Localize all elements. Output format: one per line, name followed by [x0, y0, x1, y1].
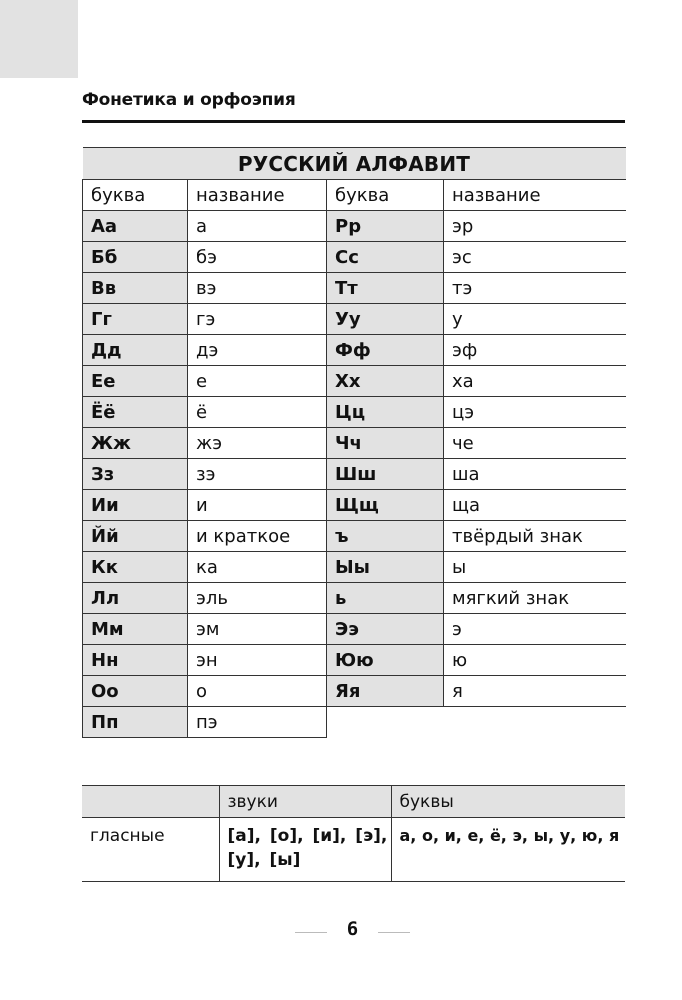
header-name: название	[188, 180, 327, 211]
letter-cell: Дд	[83, 335, 188, 366]
alphabet-header-row	[83, 180, 626, 211]
letter-cell: Ее	[83, 366, 188, 397]
alphabet-title: РУССКИЙ АЛФАВИТ	[83, 148, 626, 180]
letter-name-cell: я	[444, 676, 626, 707]
letter-name-cell: жэ	[188, 428, 327, 459]
letter-name-cell: мягкий знак	[444, 583, 626, 614]
alphabet-row	[83, 273, 626, 304]
header-sounds: звуки	[219, 786, 391, 818]
letter-cell: Чч	[327, 428, 444, 459]
alphabet-row	[83, 707, 626, 738]
alphabet-row	[83, 397, 626, 428]
alphabet-row	[83, 676, 626, 707]
section-title: Фонетика и орфоэпия	[82, 90, 296, 110]
letter-cell: Хх	[327, 366, 444, 397]
letter-cell: Йй	[83, 521, 188, 552]
page-footer	[295, 916, 410, 946]
letter-cell: Гг	[83, 304, 188, 335]
header-name: название	[444, 180, 626, 211]
letter-cell: Лл	[83, 583, 188, 614]
alphabet-row	[83, 521, 626, 552]
letter-cell: Ии	[83, 490, 188, 521]
letter-cell: Жж	[83, 428, 188, 459]
letter-cell: Рр	[327, 211, 444, 242]
letter-cell: Нн	[83, 645, 188, 676]
letter-cell: Сс	[327, 242, 444, 273]
alphabet-table	[82, 147, 626, 738]
letter-name-cell: тэ	[444, 273, 626, 304]
letter-name-cell: пэ	[188, 707, 327, 738]
letter-name-cell: и	[188, 490, 327, 521]
letter-name-cell: ша	[444, 459, 626, 490]
letter-cell: Ёё	[83, 397, 188, 428]
letter-cell: Бб	[83, 242, 188, 273]
alphabet-row	[83, 583, 626, 614]
letter-cell: Юю	[327, 645, 444, 676]
letter-name-cell: че	[444, 428, 626, 459]
empty-cell	[327, 707, 626, 738]
alphabet-row	[83, 428, 626, 459]
letter-cell: Щщ	[327, 490, 444, 521]
letter-name-cell: эс	[444, 242, 626, 273]
alphabet-row	[83, 304, 626, 335]
letter-cell: Тт	[327, 273, 444, 304]
letter-name-cell: и краткое	[188, 521, 327, 552]
letter-name-cell: ща	[444, 490, 626, 521]
letter-cell: Ыы	[327, 552, 444, 583]
alphabet-row	[83, 614, 626, 645]
alphabet-row	[83, 242, 626, 273]
letter-name-cell: эль	[188, 583, 327, 614]
letter-name-cell: эм	[188, 614, 327, 645]
alphabet-row	[83, 335, 626, 366]
letter-name-cell: твёрдый знак	[444, 521, 626, 552]
sounds-header-empty	[82, 786, 219, 818]
letter-cell: Цц	[327, 397, 444, 428]
vowel-sounds: [а], [о], [и], [э], [у], [ы]	[219, 818, 391, 882]
letter-name-cell: у	[444, 304, 626, 335]
letter-name-cell: эн	[188, 645, 327, 676]
letter-cell: Шш	[327, 459, 444, 490]
letter-cell: Уу	[327, 304, 444, 335]
alphabet-row	[83, 490, 626, 521]
letter-name-cell: эр	[444, 211, 626, 242]
sounds-table	[82, 785, 625, 882]
letter-cell: Зз	[83, 459, 188, 490]
letter-name-cell: о	[188, 676, 327, 707]
letter-cell: Пп	[83, 707, 188, 738]
alphabet-row	[83, 366, 626, 397]
letter-cell: Оо	[83, 676, 188, 707]
header-letters: буквы	[391, 786, 625, 818]
letter-name-cell: эф	[444, 335, 626, 366]
letter-cell: Вв	[83, 273, 188, 304]
letter-name-cell: е	[188, 366, 327, 397]
letter-name-cell: цэ	[444, 397, 626, 428]
title-rule	[82, 120, 625, 123]
letter-cell: Ээ	[327, 614, 444, 645]
sounds-header-row	[82, 786, 625, 818]
letter-cell: Аа	[83, 211, 188, 242]
corner-tab	[0, 0, 78, 78]
vowels-row	[82, 818, 625, 882]
letter-cell: ъ	[327, 521, 444, 552]
letter-name-cell: зэ	[188, 459, 327, 490]
alphabet-row	[83, 552, 626, 583]
letter-cell: Фф	[327, 335, 444, 366]
letter-name-cell: ка	[188, 552, 327, 583]
header-letter: буква	[327, 180, 444, 211]
vowel-letters: а, о, и, е, ё, э, ы, у, ю, я	[391, 818, 625, 882]
row-label-vowels: гласные	[82, 818, 219, 882]
letter-name-cell: ю	[444, 645, 626, 676]
letter-cell: Кк	[83, 552, 188, 583]
footer-rule-right	[378, 932, 410, 933]
letter-cell: Мм	[83, 614, 188, 645]
letter-name-cell: дэ	[188, 335, 327, 366]
alphabet-row	[83, 211, 626, 242]
letter-name-cell: гэ	[188, 304, 327, 335]
letter-name-cell: ха	[444, 366, 626, 397]
letter-name-cell: а	[188, 211, 327, 242]
letter-name-cell: ы	[444, 552, 626, 583]
letter-cell: ь	[327, 583, 444, 614]
letter-name-cell: вэ	[188, 273, 327, 304]
letter-name-cell: э	[444, 614, 626, 645]
letter-cell: Яя	[327, 676, 444, 707]
header-letter: буква	[83, 180, 188, 211]
alphabet-row	[83, 459, 626, 490]
letter-name-cell: бэ	[188, 242, 327, 273]
page-number: 6	[346, 918, 359, 940]
alphabet-row	[83, 645, 626, 676]
letter-name-cell: ё	[188, 397, 327, 428]
